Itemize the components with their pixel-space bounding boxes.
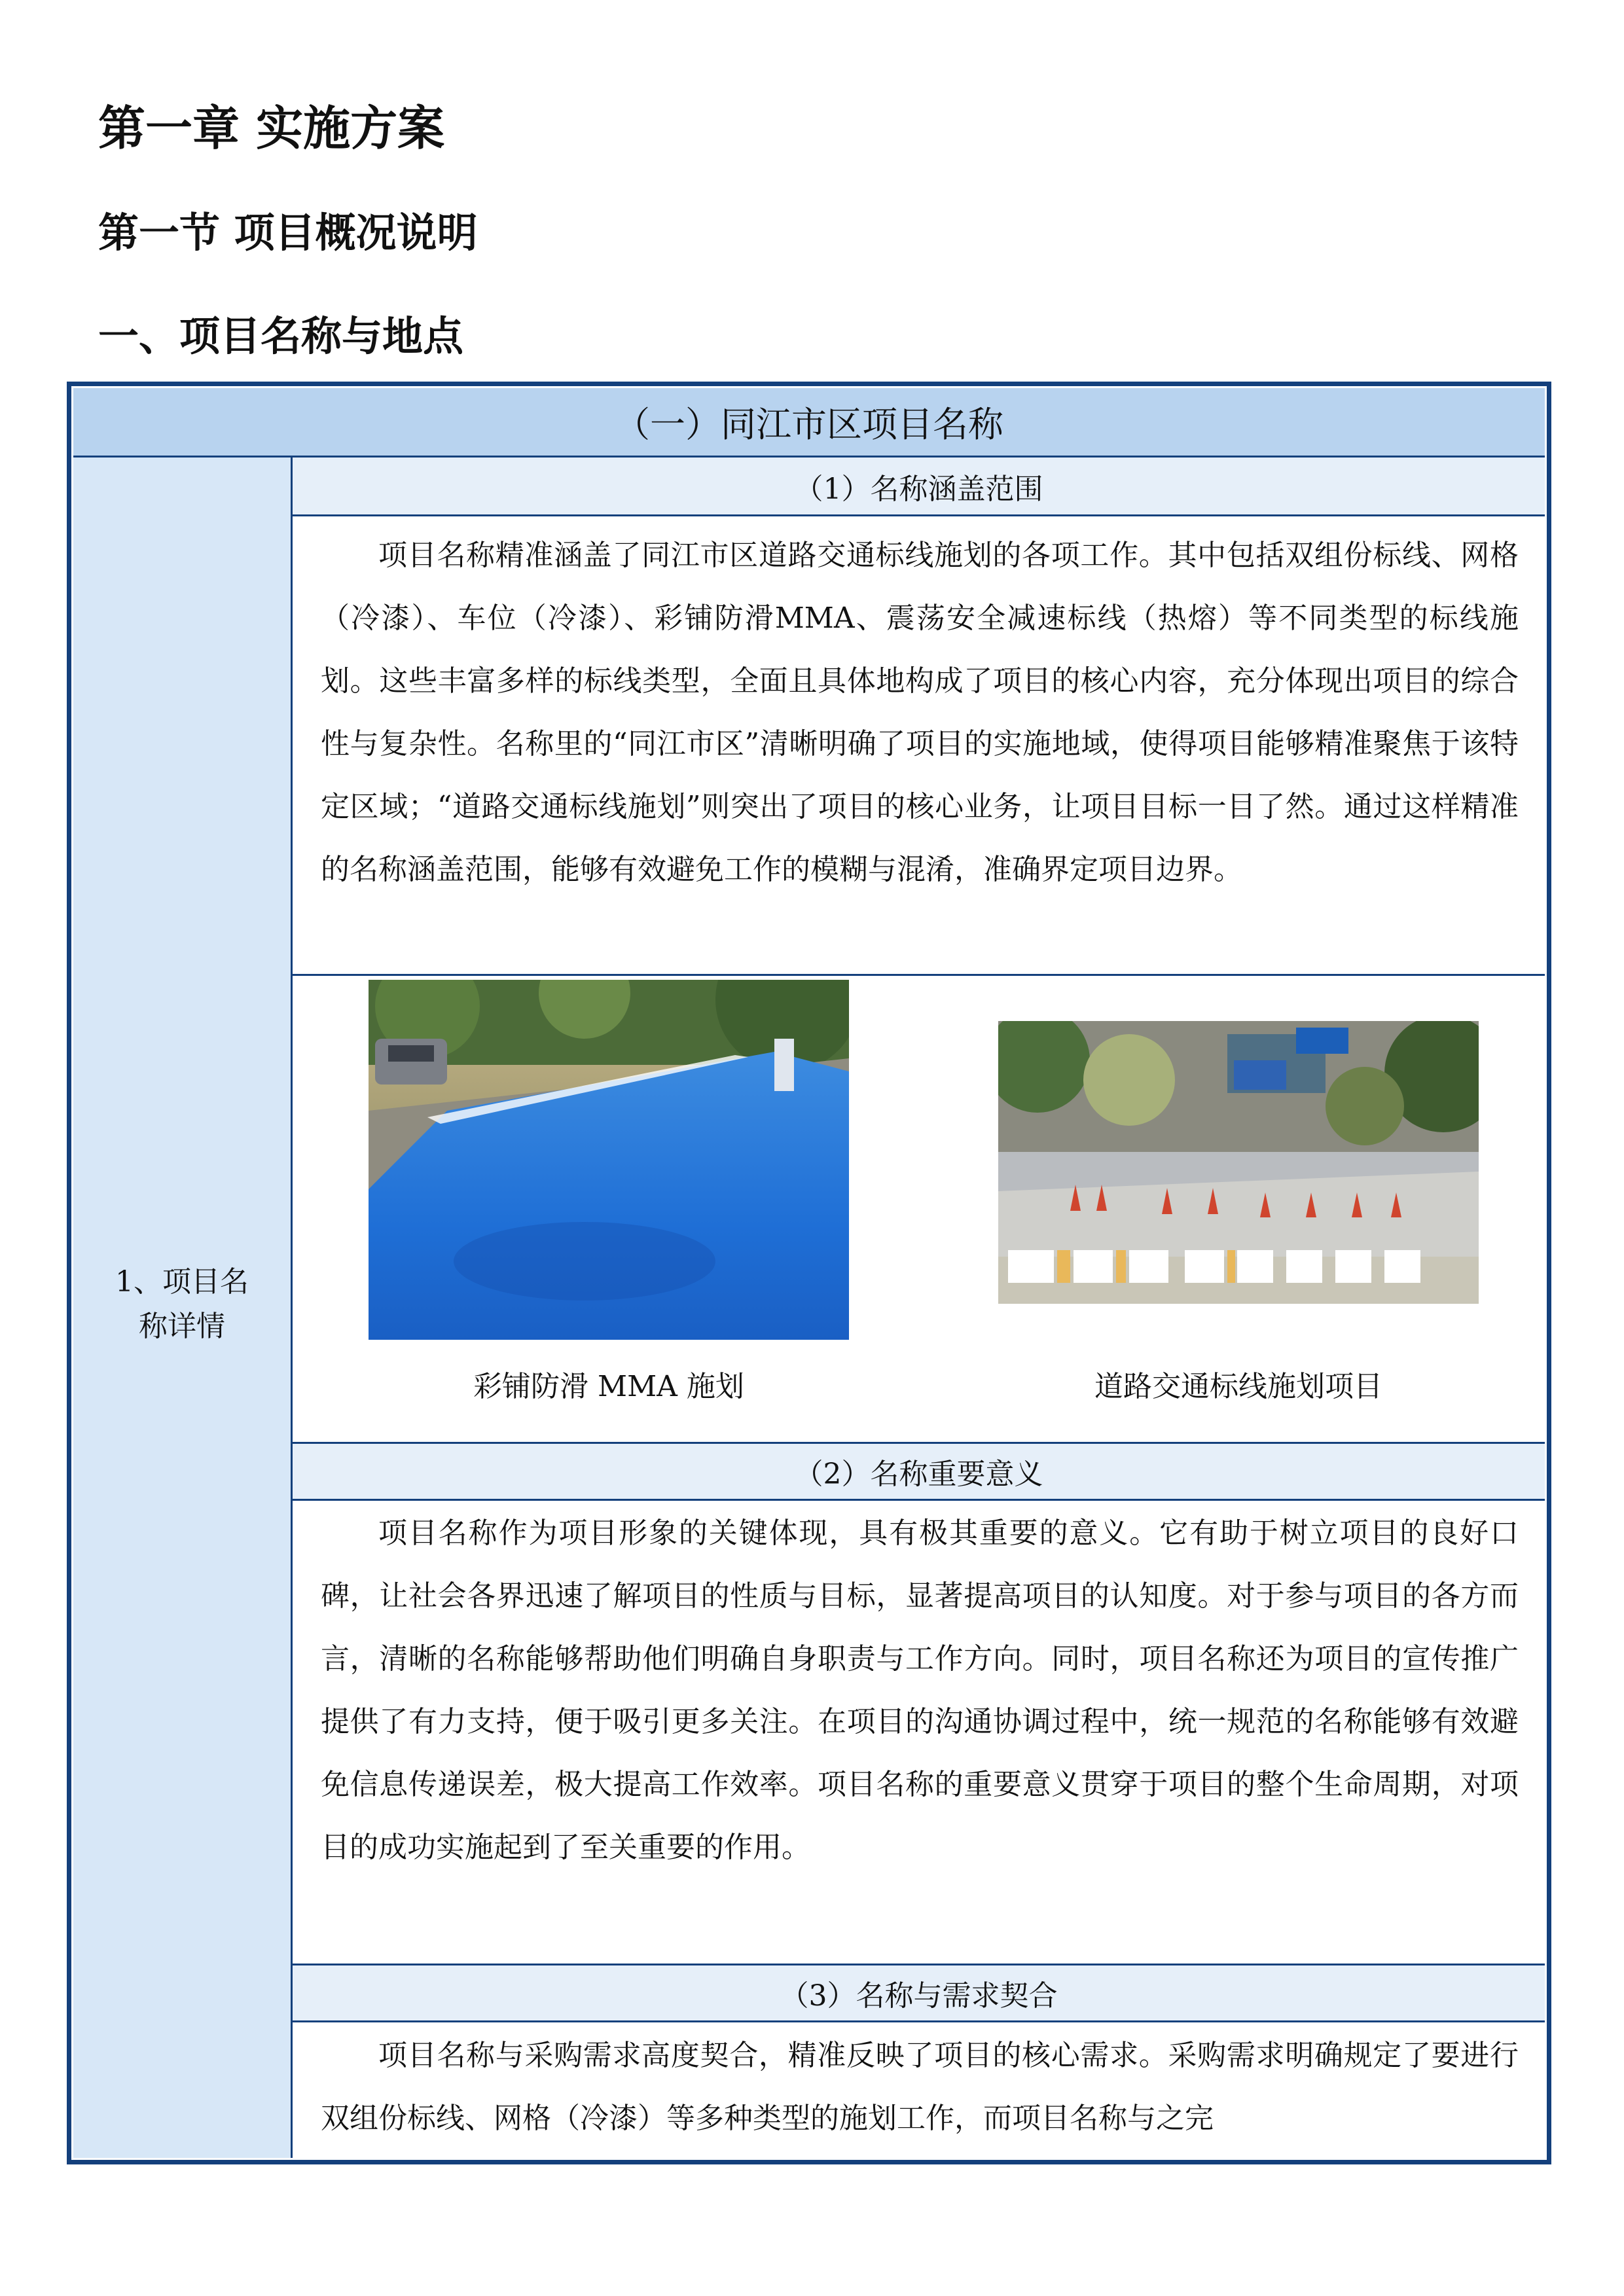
- right-image-caption: 道路交通标线施划项目: [1094, 1370, 1382, 1403]
- row-label-line2: 称详情: [139, 1310, 225, 1343]
- table-title: （一）同江市区项目名称: [73, 388, 1545, 457]
- row-label: [73, 1260, 291, 1349]
- part3-text: 项目名称与采购需求高度契合，精准反映了项目的核心需求。采购需求明确规定了要进行双组份标线、网格（冷漆）等多种类型的施划工作，而项目名称与之完: [321, 2039, 1519, 2135]
- part3-heading: （3）名称与需求契合: [293, 1964, 1545, 2022]
- mma-road-image: [369, 980, 849, 1340]
- left-image-caption: 彩铺防滑 MMA 施划: [473, 1370, 744, 1403]
- part1-heading: （1）名称涵盖范围: [293, 457, 1545, 516]
- section-title: 第一节 项目概况说明: [98, 209, 478, 257]
- crosswalk-road-image: [998, 1021, 1479, 1304]
- part1-text: 项目名称精准涵盖了同江市区道路交通标线施划的各项工作。其中包括双组份标线、网格（冷漆）、车位（冷漆）、彩铺防滑MMA、震荡安全减速标线（热熔）等不同类型的标线施划。这些丰富多样的标线类型，全面且具体地构成了项目的核心内容，充分体现出项目的综合性与复杂性。名称里的“同江市区”清晰明确了项目的实施地域，使得项目能够精准聚焦于该特定区域；“道路交通标线施划”则突出了项目的核心业务，让项目目标一目了然。通过这样精准的名称涵盖范围，能够有效避免工作的模糊与混淆，准确界定项目边界。: [321, 539, 1519, 886]
- mma-road-photo: [369, 980, 849, 1340]
- chapter-title: 第一章 实施方案: [98, 101, 445, 156]
- crosswalk-road-photo: [998, 1021, 1479, 1304]
- subsection-title: 一、项目名称与地点: [98, 312, 464, 360]
- part2-heading: （2）名称重要意义: [293, 1442, 1545, 1501]
- row-label-line1: 1、项目名: [115, 1265, 249, 1299]
- part2-text: 项目名称作为项目形象的关键体现，具有极其重要的意义。它有助于树立项目的良好口碑，让社会各界迅速了解项目的性质与目标，显著提高项目的认知度。对于参与项目的各方而言，清晰的名称能够帮助他们明确自身职责与工作方向。同时，项目名称还为项目的宣传推广提供了有力支持，便于吸引更多关注。在项目的沟通协调过程中，统一规范的名称能够有效避免信息传递误差，极大提高工作效率。项目名称的重要意义贯穿于项目的整个生命周期，对项目的成功实施起到了至关重要的作用。: [321, 1516, 1519, 1864]
- divider: [293, 974, 1545, 976]
